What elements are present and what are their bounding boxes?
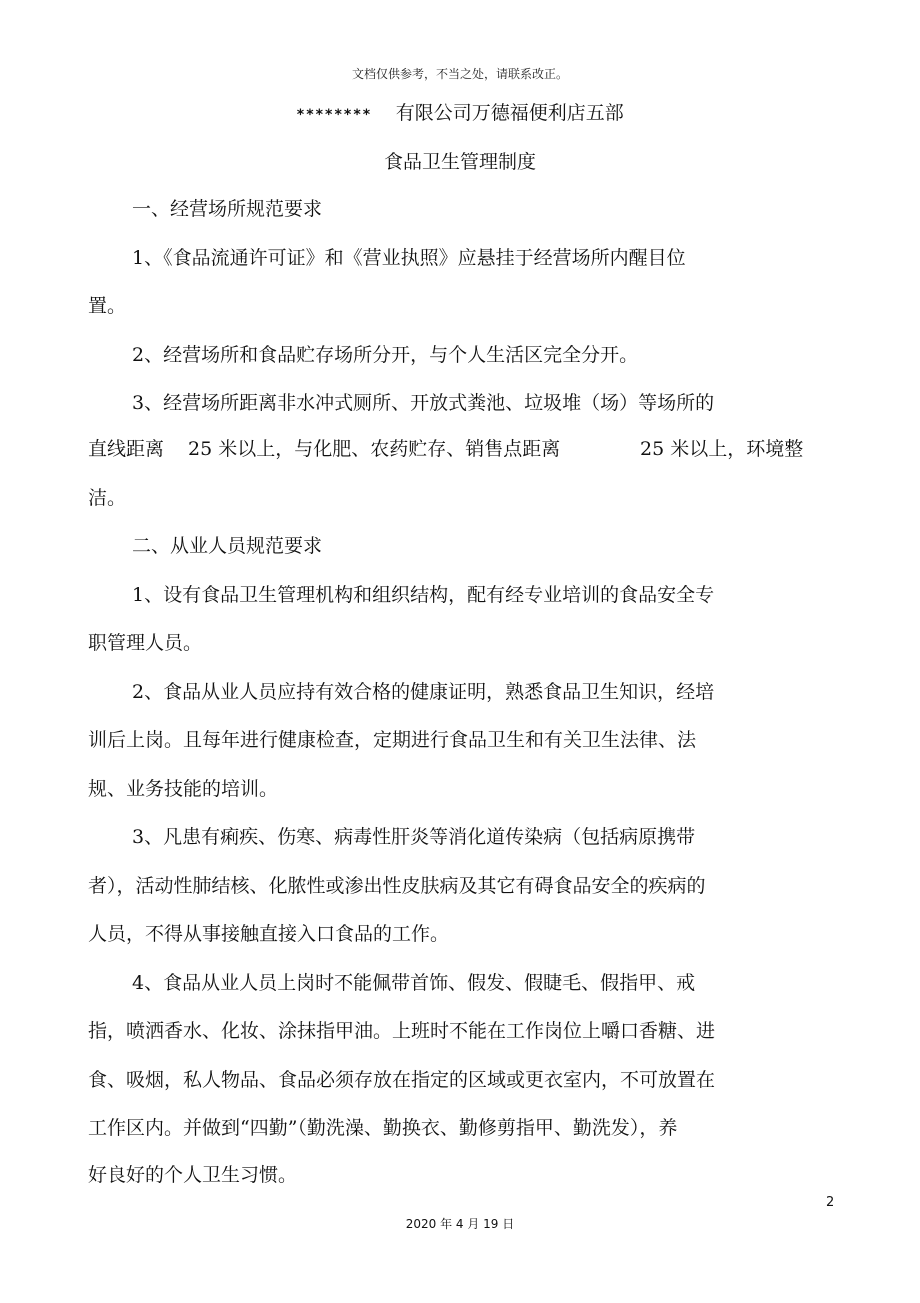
paragraph-line: 食、吸烟，私人物品、食品必须存放在指定的区域或更衣室内，不可放置在: [88, 1069, 716, 1091]
paragraph-line: 指，喷洒香水、化妆、涂抹指甲油。上班时不能在工作岗位上嚼口香糖、进: [88, 1020, 716, 1042]
paragraph-line: 训后上岗。且每年进行健康检查，定期进行食品卫生和有关卫生法律、法: [88, 729, 697, 751]
paragraph-line: 25 米以上，与化肥、农药贮存、销售点距离: [188, 438, 561, 460]
title-company: 有限公司万德福便利店五部: [395, 102, 624, 124]
title-stars: ********: [296, 107, 372, 123]
paragraph-line: 置。: [88, 295, 127, 317]
document-title: [0, 98, 920, 125]
paragraph-line: 4、食品从业人员上岗时不能佩带首饰、假发、假睫毛、假指甲、戒: [132, 972, 696, 994]
paragraph-line: 3、凡患有痢疾、伤寒、病毒性肝炎等消化道传染病（包括病原携带: [132, 826, 696, 848]
paragraph-line: 2、食品从业人员应持有效合格的健康证明，熟悉食品卫生知识，经培: [132, 681, 715, 703]
paragraph-line: 1、设有食品卫生管理机构和组织结构，配有经专业培训的食品安全专: [132, 584, 715, 606]
paragraph-line: 工作区内。并做到“四勤”（勤洗澡、勤换衣、勤修剪指甲、勤洗发），养: [88, 1117, 678, 1139]
paragraph-line: 洁。: [88, 487, 127, 509]
document-subtitle: 食品卫生管理制度: [383, 151, 536, 173]
paragraph-line: 直线距离: [88, 438, 165, 460]
section-heading-1: 一、经营场所规范要求: [132, 198, 323, 220]
footer-date: 2020 年 4 月 19 日: [405, 1217, 515, 1231]
paragraph-line: 2、经营场所和食品贮存场所分开，与个人生活区完全分开。: [132, 344, 639, 366]
paragraph-line: 者），活动性肺结核、化脓性或渗出性皮肤病及其它有碍食品安全的疾病的: [88, 875, 706, 897]
page-number: 2: [826, 1195, 835, 1210]
paragraph-line: 人员，不得从事接触直接入口食品的工作。: [88, 923, 450, 945]
paragraph-line: 3、经营场所距离非水冲式厕所、开放式粪池、垃圾堆（场）等场所的: [132, 392, 715, 414]
header-note: 文档仅供参考，不当之处，请联系改正。: [351, 67, 568, 81]
paragraph-line: 1、《食品流通许可证》和《营业执照》应悬挂于经营场所内醒目位: [132, 247, 686, 269]
paragraph-line: 好良好的个人卫生习惯。: [88, 1164, 298, 1186]
section-heading-2: 二、从业人员规范要求: [132, 535, 323, 557]
paragraph-line: 职管理人员。: [88, 632, 203, 654]
paragraph-line: 25 米以上，环境整: [640, 438, 804, 460]
paragraph-line: 规、业务技能的培训。: [88, 778, 279, 800]
